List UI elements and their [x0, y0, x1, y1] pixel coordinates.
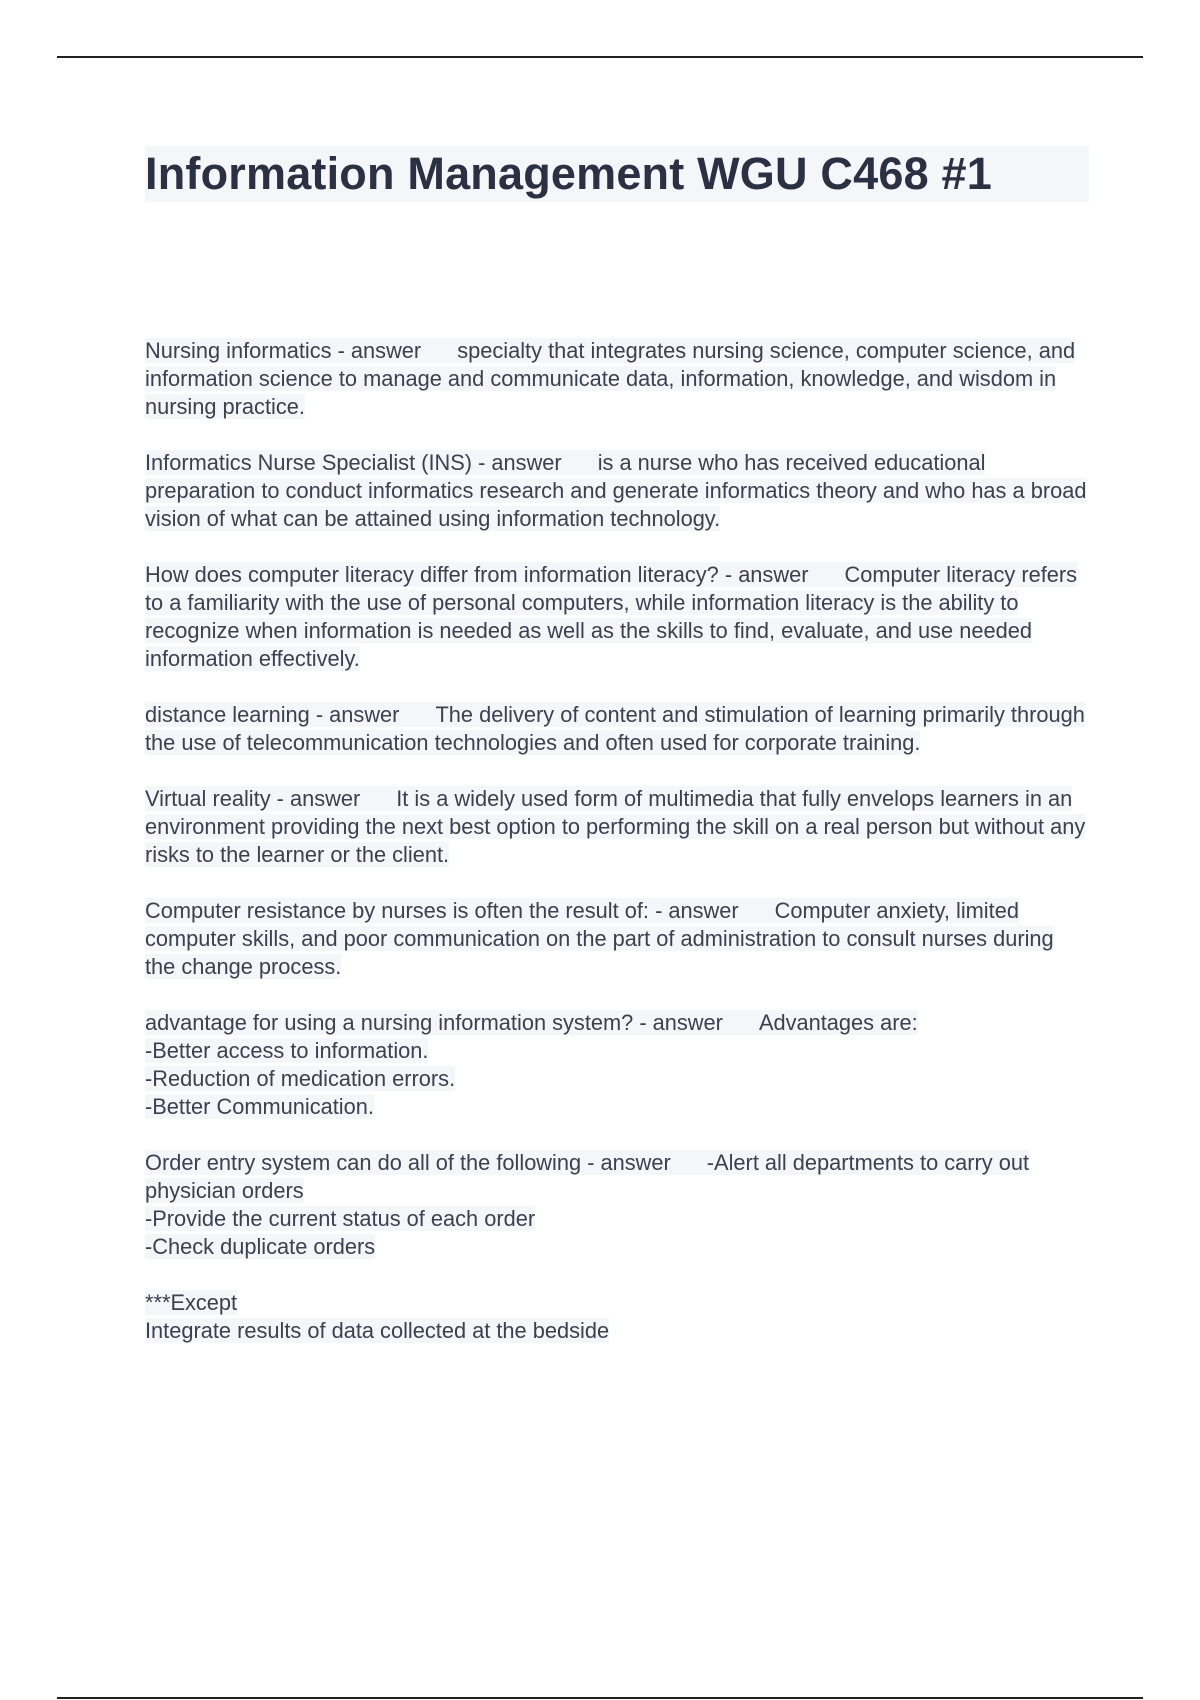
flashcard-list — [145, 337, 1090, 1373]
answer-separator: - answer — [639, 1010, 723, 1035]
flashcard-item — [145, 1009, 1090, 1121]
answer-text: Advantages are: — [758, 1010, 918, 1035]
except-label: ***Except — [145, 1290, 238, 1315]
answer-separator: - answer — [724, 562, 809, 587]
answer-text: specialty that integrates nursing science, computer science, and information science to manage and communicate data, information, knowledge, and wisdom in nursing practice. — [145, 338, 1076, 419]
question-text: Virtual reality — [145, 786, 271, 811]
answer-line: -Better Communication. — [145, 1094, 374, 1119]
except-text: Integrate results of data collected at the bedside — [145, 1318, 610, 1343]
answer-separator: - answer — [315, 702, 400, 727]
flashcard-item — [145, 1149, 1090, 1261]
answer-line: -Provide the current status of each order — [145, 1206, 536, 1231]
answer-line: -Check duplicate orders — [145, 1234, 376, 1259]
answer-text: is a nurse who has received educational preparation to conduct informatics research and generate informatics theory and who has a broad vision of what can be attained using information technology. — [145, 450, 1087, 531]
question-text: distance learning — [145, 702, 310, 727]
bottom-rule — [57, 1697, 1143, 1699]
question-text: Order entry system can do all of the following — [145, 1150, 582, 1175]
answer-separator: - answer — [587, 1150, 671, 1175]
answer-text: -Alert all departments to carry out physician orders — [145, 1150, 1030, 1203]
document-title: Information Management WGU C468 #1 — [145, 146, 1089, 202]
flashcard-item — [145, 337, 1090, 421]
top-rule — [57, 56, 1143, 58]
answer-separator: - answer — [478, 450, 562, 475]
flashcard-item — [145, 561, 1090, 673]
answer-line: -Reduction of medication errors. — [145, 1066, 456, 1091]
answer-text: The delivery of content and stimulation of learning primarily through the use of telecommunication technologies and often used for corporate training. — [145, 702, 1085, 755]
question-text: Computer resistance by nurses is often the result of: — [145, 898, 649, 923]
flashcard-item — [145, 785, 1090, 869]
flashcard-item — [145, 897, 1090, 981]
answer-text: Computer anxiety, limited computer skills, and poor communication on the part of administration to consult nurses during the change process. — [145, 898, 1054, 979]
except-block — [145, 1289, 1090, 1345]
question-text: advantage for using a nursing information system? — [145, 1010, 634, 1035]
answer-line: -Better access to information. — [145, 1038, 429, 1063]
answer-separator: - answer — [337, 338, 422, 363]
flashcard-item — [145, 449, 1090, 533]
answer-separator: - answer — [276, 786, 361, 811]
answer-text: It is a widely used form of multimedia that fully envelops learners in an environment providing the next best option to performing the skill on a real person but without any risks to the learner or the client. — [145, 786, 1086, 867]
answer-separator: - answer — [655, 898, 739, 923]
flashcard-item — [145, 701, 1090, 757]
answer-text: Computer literacy refers to a familiarity with the use of personal computers, while information literacy is the ability to recognize when information is needed as well as the skills to find, evaluate, and use needed information effectively. — [145, 562, 1078, 671]
question-text: Nursing informatics — [145, 338, 332, 363]
question-text: How does computer literacy differ from information literacy? — [145, 562, 719, 587]
question-text: Informatics Nurse Specialist (INS) — [145, 450, 473, 475]
